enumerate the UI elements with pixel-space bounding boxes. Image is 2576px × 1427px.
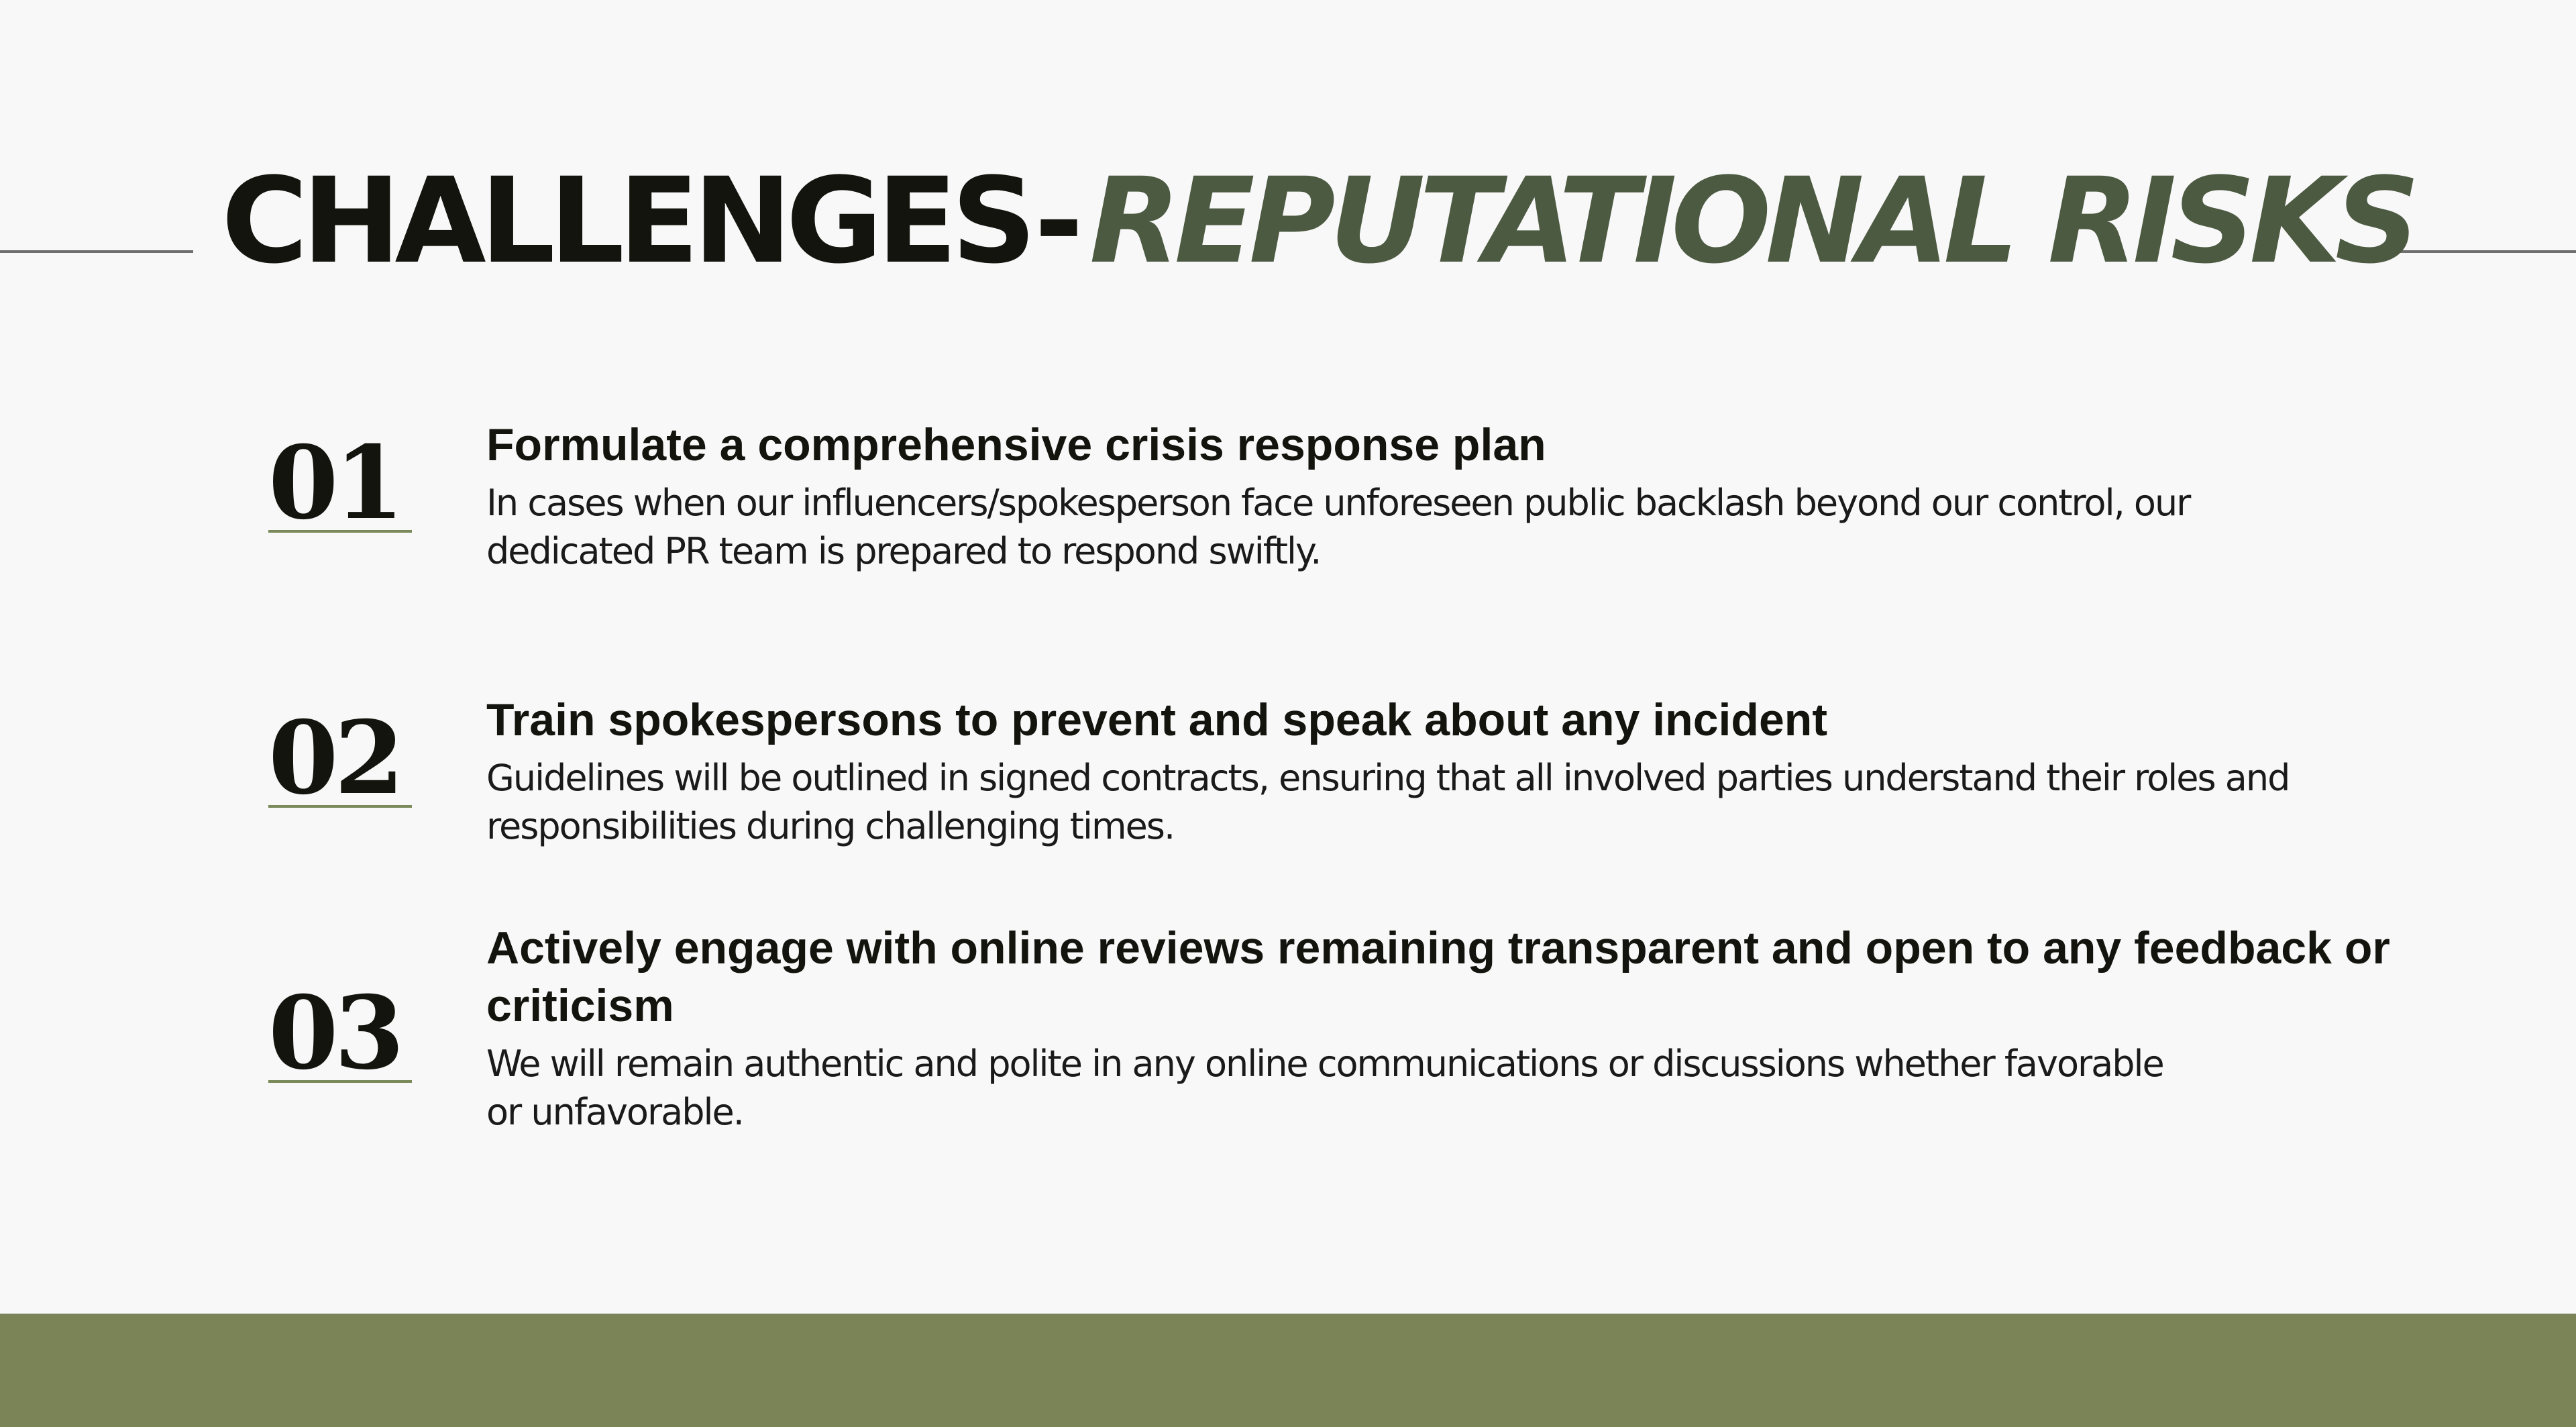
title-rule-right xyxy=(2390,250,2576,253)
item-number: 03 xyxy=(268,986,412,1083)
slide-title-main: CHALLENGES xyxy=(221,152,1030,290)
title-rule-left xyxy=(0,250,193,253)
footer-band xyxy=(0,1314,2576,1427)
item-text xyxy=(486,691,2472,851)
slide-title xyxy=(221,141,2414,302)
slide-title-accent: REPUTATIONAL RISKS xyxy=(1089,152,2414,290)
item-text xyxy=(486,919,2472,1137)
slide-title-separator: - xyxy=(1034,152,1077,290)
item-text xyxy=(486,416,2472,576)
item-heading: Actively engage with online reviews remaining transparent and open to any feedback or criticism xyxy=(486,922,2390,1031)
item-body: We will remain authentic and polite in any online communications or discussions whether favorable or unfavorable. xyxy=(486,1043,2163,1133)
item-body: Guidelines will be outlined in signed contracts, ensuring that all involved parties understand their roles and responsibilities during challenging times. xyxy=(486,757,2290,847)
item-heading: Train spokespersons to prevent and speak about any incident xyxy=(486,694,1827,745)
item-heading: Formulate a comprehensive crisis response plan xyxy=(486,419,1546,470)
item-number: 01 xyxy=(268,436,412,533)
item-body: In cases when our influencers/spokesperson face unforeseen public backlash beyond our control, our dedicated PR team is prepared to respond swiftly. xyxy=(486,482,2190,572)
item-number: 02 xyxy=(268,711,412,808)
